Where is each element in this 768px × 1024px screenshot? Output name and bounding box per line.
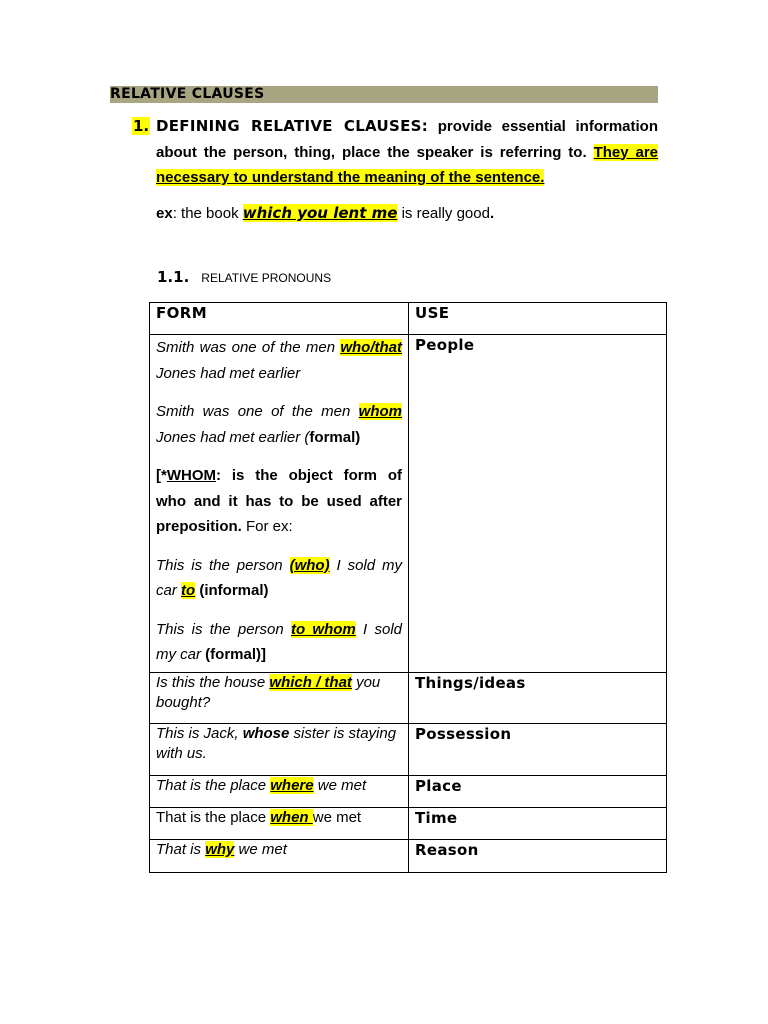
note-text: : is the object form of who and it has to be used after preposition.	[156, 467, 402, 535]
use-reason: Reason	[409, 840, 667, 873]
form-cell-place	[150, 776, 409, 808]
example-phrase: which you lent me	[242, 204, 398, 222]
place-a: That is the place	[156, 777, 271, 794]
table-row-things	[150, 673, 667, 724]
table-header-row	[150, 303, 667, 335]
example-sentence	[156, 203, 494, 224]
form-cell-possession	[150, 724, 409, 776]
use-time: Time	[409, 808, 667, 840]
whom-note	[156, 463, 402, 540]
s2-b: Jones had met earlier (	[156, 428, 310, 446]
things-a: Is this the house	[156, 674, 270, 691]
form-cell-time	[150, 808, 409, 840]
table-row-people	[150, 335, 667, 673]
people-sentence-1	[156, 335, 402, 386]
people-example-2	[156, 617, 402, 668]
e1-hl: (who)	[289, 556, 330, 574]
time-b: we met	[312, 809, 362, 826]
subsection-number: 1.1.	[157, 268, 190, 286]
section-intro	[156, 114, 658, 191]
use-possession: Possession	[409, 724, 667, 776]
e1-to: to	[181, 582, 196, 599]
e1-c: (informal)	[195, 582, 269, 599]
people-sentence-2	[156, 399, 402, 450]
section-description: provide essential information about the person, thing, place the speaker is referring to.	[156, 118, 659, 161]
header-use: USE	[409, 303, 667, 335]
header-form: FORM	[150, 303, 409, 335]
use-people: People	[409, 335, 667, 673]
time-a: That is the place	[156, 809, 271, 826]
e2-a: This is the person	[156, 620, 291, 638]
subsection-title: RELATIVE PRONOUNS	[201, 271, 332, 285]
use-place: Place	[409, 776, 667, 808]
note-whom: WHOM	[166, 467, 216, 484]
s2-a: Smith was one of the men	[156, 403, 359, 420]
possession-a: This is Jack,	[156, 725, 243, 742]
e2-c: (formal)]	[205, 646, 266, 663]
people-example-1	[156, 553, 402, 604]
possession-b: sister is staying with us.	[156, 725, 397, 762]
example-end: .	[489, 205, 495, 222]
table-row-time	[150, 808, 667, 840]
subsection-heading	[157, 268, 331, 287]
example-before: : the book	[172, 205, 243, 222]
s1-b: Jones had met earlier	[156, 364, 301, 382]
note-open: [*	[156, 467, 167, 484]
example-after: is really good	[397, 205, 490, 222]
form-cell-reason	[150, 840, 409, 873]
s2-hl: whom	[358, 403, 402, 420]
document-title: RELATIVE CLAUSES	[110, 86, 658, 103]
e1-b: I sold my car	[156, 556, 403, 599]
possession-bold: whose	[242, 725, 290, 742]
section-heading: DEFINING RELATIVE CLAUSES:	[156, 117, 429, 135]
section-number: 1.	[133, 117, 150, 135]
reason-hl: why	[205, 841, 235, 858]
table-row-place	[150, 776, 667, 808]
form-cell-things	[150, 673, 409, 724]
place-b: we met	[313, 777, 367, 794]
e2-hl: to whom	[291, 620, 356, 638]
reason-a: That is	[156, 841, 206, 858]
use-things: Things/ideas	[409, 673, 667, 724]
table-row-reason	[150, 840, 667, 873]
s1-a: Smith was one of the men	[156, 339, 341, 356]
time-hl: when	[270, 809, 313, 826]
e2-b: I sold my car	[156, 620, 402, 663]
place-hl: where	[270, 777, 314, 794]
s1-hl: who/that	[340, 339, 402, 356]
s2-formal: formal)	[309, 428, 361, 446]
relative-pronouns-table	[149, 302, 667, 873]
form-cell-people	[150, 335, 409, 673]
reason-b: we met	[234, 841, 287, 858]
note-forex: For ex:	[241, 518, 293, 535]
table-row-possession	[150, 724, 667, 776]
section-highlight: They are necessary to understand the meaning of the sentence.	[156, 143, 659, 186]
example-label: ex	[156, 205, 173, 222]
e1-a: This is the person	[156, 556, 290, 574]
things-b: you bought?	[156, 674, 381, 711]
things-hl: which / that	[269, 674, 352, 691]
